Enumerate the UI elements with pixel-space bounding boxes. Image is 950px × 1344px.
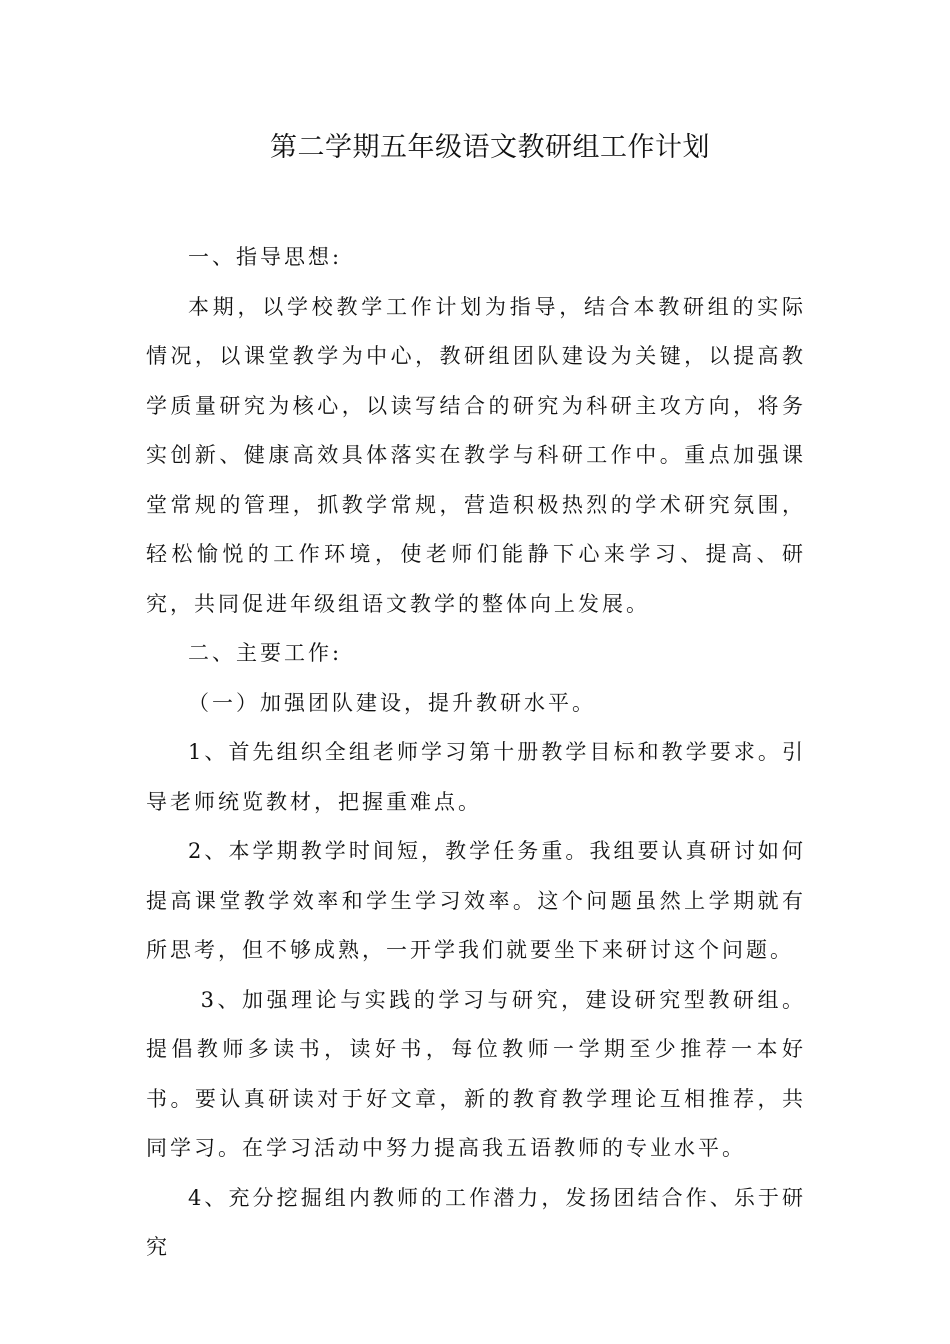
- list-item-1: 1、首先组织全组老师学习第十册教学目标和教学要求。引导老师统览教材，把握重难点。: [146, 740, 806, 814]
- document-body: [146, 233, 806, 1273]
- section-heading-main-work: 二、主要工作:: [188, 641, 343, 665]
- list-item-4: 4、充分挖掘组内教师的工作潜力，发扬团结合作、乐于研究: [146, 1185, 806, 1259]
- subsection-heading-team-building: （一）加强团队建设，提升教研水平。: [188, 690, 596, 715]
- paragraph-guiding-ideology: 本期，以学校教学工作计划为指导，结合本教研组的实际情况，以课堂教学为中心，教研组团队建设为关键，以提高教学质量研究为核心，以读写结合的研究为科研主攻方向，将务实创新、健康高效具体落实在教学与科研工作中。重点加强课堂常规的管理，抓教学常规，营造积极热烈的学术研究氛围，轻松愉悦的工作环境，使老师们能静下心来学习、提高、研究，共同促进年级组语文教学的整体向上发展。: [146, 294, 806, 616]
- list-item-3: 3、加强理论与实践的学习与研究，建设研究型教研组。提倡教师多读书，读好书，每位教师一学期至少推荐一本好书。要认真研读对于好文章，新的教育教学理论互相推荐，共同学习。在学习活动中努力提高我五语教师的专业水平。: [146, 987, 806, 1160]
- section-heading-guiding-ideology: 一、指导思想:: [188, 245, 343, 269]
- document-title: 第二学期五年级语文教研组工作计划: [270, 132, 710, 163]
- list-item-2: 2、本学期教学时间短，教学任务重。我组要认真研讨如何提高课堂教学效率和学生学习效率。这个问题虽然上学期就有所思考，但不够成熟，一开学我们就要坐下来研讨这个问题。: [146, 839, 806, 962]
